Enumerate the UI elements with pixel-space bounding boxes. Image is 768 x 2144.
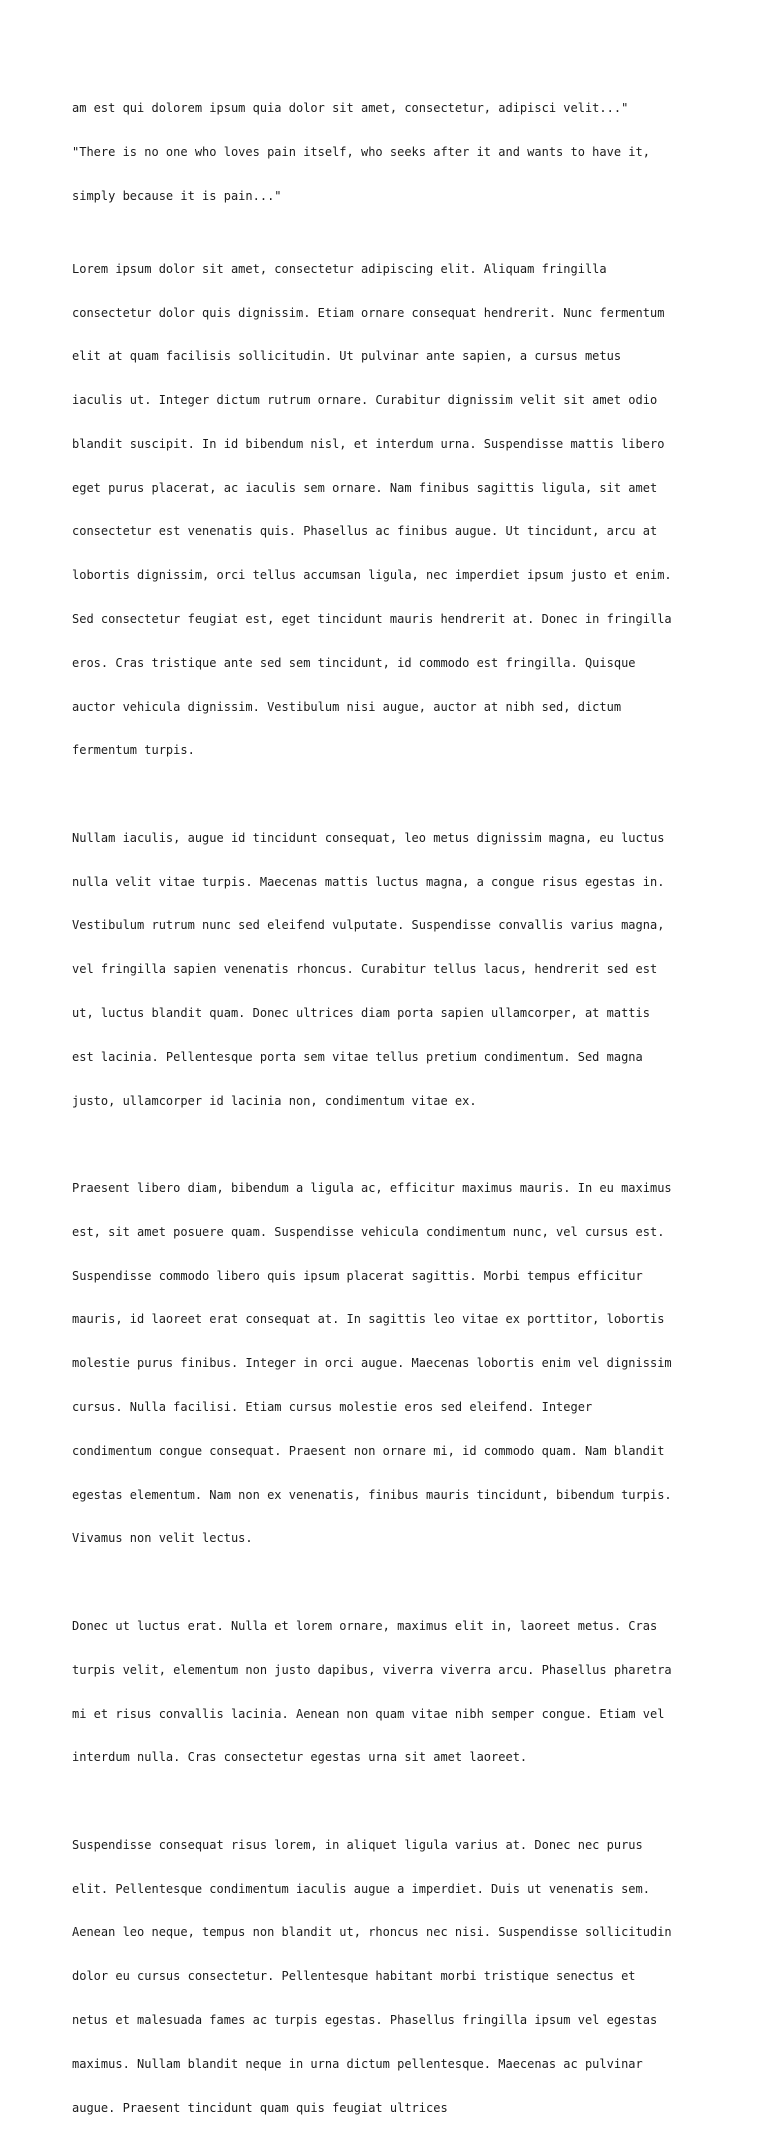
text-line: Vivamus non velit lectus. — [72, 1531, 253, 1546]
paragraph-2 — [72, 802, 702, 1138]
text-line: vel fringilla sapien venenatis rhoncus. Curabitur tellus lacus, hendrerit sed est — [72, 962, 658, 977]
text-line: netus et malesuada fames ac turpis egestas. Phasellus fringilla ipsum vel egestas — [72, 2012, 658, 2027]
text-line: lobortis dignissim, orci tellus accumsan ligula, nec imperdiet ipsum justo et enim. — [72, 568, 672, 583]
text-line: auctor vehicula dignissim. Vestibulum nisi augue, auctor at nibh sed, dictum — [72, 699, 622, 714]
paragraph-1 — [72, 233, 702, 788]
text-line: cursus. Nulla facilisi. Etiam cursus molestie eros sed eleifend. Integer — [72, 1400, 593, 1415]
text-line: Sed consectetur feugiat est, eget tincidunt mauris hendrerit at. Donec in fringilla — [72, 611, 672, 626]
text-line: blandit suscipit. In id bibendum nisl, et interdum urna. Suspendisse mattis libero — [72, 436, 665, 451]
text-line: Vestibulum rutrum nunc sed eleifend vulputate. Suspendisse convallis varius magna, — [72, 918, 665, 933]
quote-intro — [72, 72, 702, 233]
text-line: maximus. Nullam blandit neque in urna dictum pellentesque. Maecenas ac pulvinar — [72, 2056, 643, 2071]
paragraph-5 — [72, 1809, 702, 2144]
text-line: simply because it is pain..." — [72, 188, 282, 203]
text-line: eros. Cras tristique ante sed sem tincidunt, id commodo est fringilla. Quisque — [72, 655, 636, 670]
text-line: augue. Praesent tincidunt quam quis feugiat ultrices — [72, 2100, 448, 2115]
text-line: "There is no one who loves pain itself, who seeks after it and wants to have it, — [72, 144, 650, 159]
text-line: consectetur est venenatis quis. Phasellus ac finibus augue. Ut tincidunt, arcu at — [72, 524, 658, 539]
text-line: turpis velit, elementum non justo dapibus, viverra viverra arcu. Phasellus pharetra — [72, 1662, 672, 1677]
text-line: fermentum turpis. — [72, 743, 195, 758]
text-line: mauris, id laoreet erat consequat at. In sagittis leo vitae ex porttitor, lobortis — [72, 1312, 665, 1327]
text-line: nulla velit vitae turpis. Maecenas mattis luctus magna, a congue risus egestas in. — [72, 874, 665, 889]
text-line: justo, ullamcorper id lacinia non, condimentum vitae ex. — [72, 1093, 477, 1108]
text-line: Suspendisse commodo libero quis ipsum placerat sagittis. Morbi tempus efficitur — [72, 1268, 643, 1283]
text-line: am est qui dolorem ipsum quia dolor sit amet, consectetur, adipisci velit..." — [72, 101, 629, 116]
text-line: Suspendisse consequat risus lorem, in aliquet ligula varius at. Donec nec purus — [72, 1837, 643, 1852]
text-line: eget purus placerat, ac iaculis sem ornare. Nam finibus sagittis ligula, sit amet — [72, 480, 658, 495]
text-line: dolor eu cursus consectetur. Pellentesque habitant morbi tristique senectus et — [72, 1969, 636, 1984]
text-line: Donec ut luctus erat. Nulla et lorem ornare, maximus elit in, laoreet metus. Cras — [72, 1618, 658, 1633]
paragraph-3 — [72, 1152, 702, 1575]
text-line: est, sit amet posuere quam. Suspendisse vehicula condimentum nunc, vel cursus est. — [72, 1224, 665, 1239]
text-line: elit at quam facilisis sollicitudin. Ut pulvinar ante sapien, a cursus metus — [72, 349, 622, 364]
text-line: consectetur dolor quis dignissim. Etiam ornare consequat hendrerit. Nunc fermentum — [72, 305, 665, 320]
text-line: est lacinia. Pellentesque porta sem vitae tellus pretium condimentum. Sed magna — [72, 1049, 643, 1064]
text-line: ut, luctus blandit quam. Donec ultrices diam porta sapien ullamcorper, at mattis — [72, 1006, 650, 1020]
text-line: Lorem ipsum dolor sit amet, consectetur adipiscing elit. Aliquam fringilla — [72, 261, 607, 276]
text-line: condimentum congue consequat. Praesent non ornare mi, id commodo quam. Nam blandit — [72, 1443, 665, 1458]
text-line: Nullam iaculis, augue id tincidunt consequat, leo metus dignissim magna, eu luctus — [72, 830, 665, 845]
text-line: molestie purus finibus. Integer in orci augue. Maecenas lobortis enim vel dignissim — [72, 1356, 672, 1371]
text-line: Praesent libero diam, bibendum a ligula ac, efficitur maximus mauris. In eu maximus — [72, 1181, 672, 1196]
text-line: mi et risus convallis lacinia. Aenean non quam vitae nibh semper congue. Etiam vel — [72, 1706, 665, 1721]
document-page — [72, 72, 702, 2144]
text-line: elit. Pellentesque condimentum iaculis augue a imperdiet. Duis ut venenatis sem. — [72, 1881, 650, 1896]
paragraph-4 — [72, 1590, 702, 1794]
text-line: iaculis ut. Integer dictum rutrum ornare. Curabitur dignissim velit sit amet odio — [72, 393, 658, 408]
text-line: interdum nulla. Cras consectetur egestas urna sit amet laoreet. — [72, 1750, 528, 1765]
text-line: Aenean leo neque, tempus non blandit ut, rhoncus nec nisi. Suspendisse sollicitudin — [72, 1925, 672, 1940]
text-line: egestas elementum. Nam non ex venenatis, finibus mauris tincidunt, bibendum turpis. — [72, 1487, 672, 1502]
